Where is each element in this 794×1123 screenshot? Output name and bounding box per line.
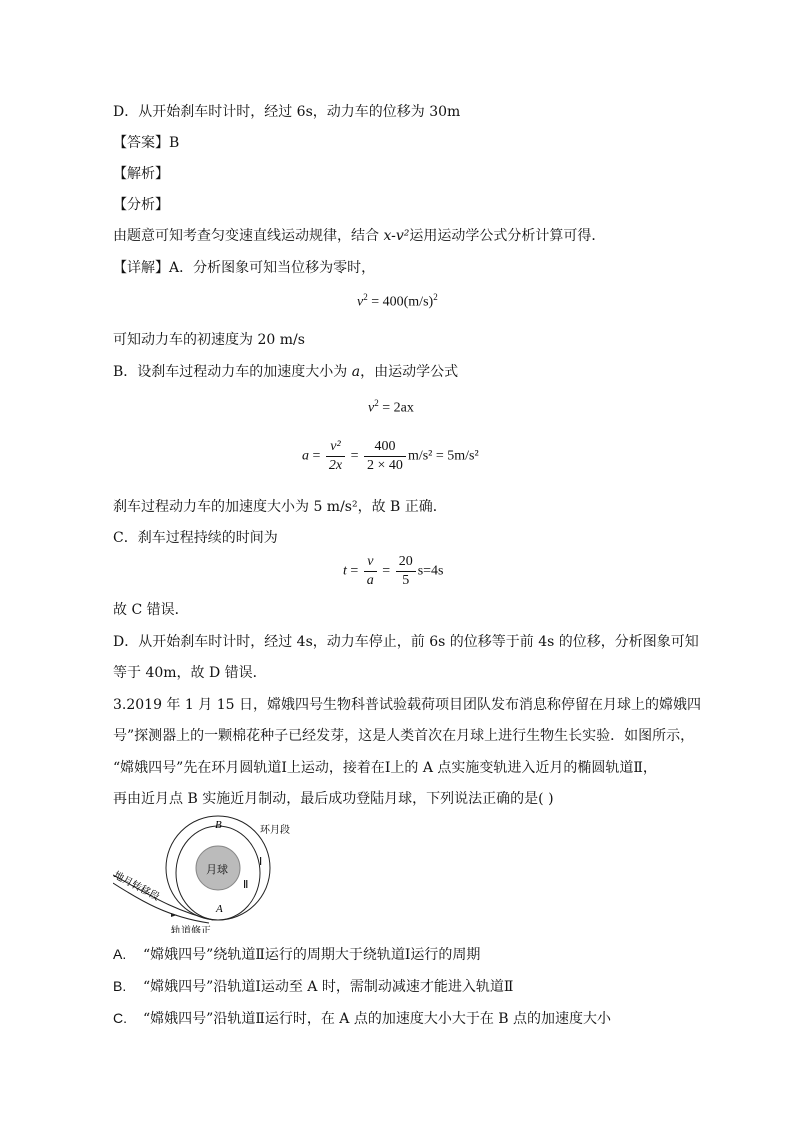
- arrow-icon: [171, 913, 177, 917]
- eq3-a: a: [302, 448, 309, 464]
- fenxi-tag: 【分析】: [113, 197, 169, 213]
- b-conclusion: 刹车过程动力车的加速度大小为 5 m/s²，故 B 正确．: [113, 499, 447, 515]
- a-conclusion: 可知动力车的初速度为 20 m/s: [113, 332, 305, 348]
- answer-line: [113, 133, 179, 153]
- eq4-frac-1: $\frac{v}{a}$: [364, 553, 377, 590]
- detail-tag: 【详解】: [113, 260, 169, 276]
- eq4-t: t: [343, 563, 347, 579]
- equation-4: t = $\frac{v}{a}$ = $\frac{20}{5}$ s=4s: [343, 554, 444, 588]
- question-3-line-2: 号”探测器上的一颗棉花种子已经发芽，这是人类首次在月球上进行生物生长实验．如图所示，: [113, 728, 695, 744]
- equation-3: a = $\frac{\text{v²}}{2x}$ = $\frac{400}{2 \times 40}$ m/s² = 5m/s²: [302, 439, 479, 473]
- choice-c-text: “嫦娥四号”沿轨道Ⅱ运行时，在 A 点的加速度大小大于在 B 点的加速度大小: [143, 1011, 612, 1027]
- orbit-diagram: [113, 813, 313, 933]
- eq3-frac-1: $\frac{\text{v²}}{2x}$: [326, 438, 345, 475]
- ring-segment-label: 环月段: [260, 825, 290, 836]
- eq1-lhs: v: [357, 294, 364, 310]
- equation-1: $v^2 = 400(m/s)^2$: [357, 292, 438, 310]
- point-a-label: A: [216, 903, 223, 915]
- equation-2: $v^2 = 2ax$: [368, 398, 414, 416]
- moon-label: 月球: [206, 863, 228, 876]
- question-3-line-3: “嫦娥四号”先在环月圆轨道Ⅰ上运动，接着在Ⅰ上的 A 点实施变轨进入近月的椭圆轨道Ⅱ，: [113, 760, 657, 776]
- b-intro-var: a: [351, 364, 361, 380]
- fenxi-text-1: 由题意可知考查匀变速直线运动规律，结合: [113, 228, 384, 244]
- choice-c-label: C.: [113, 1010, 127, 1026]
- answer-value: B: [169, 135, 180, 151]
- orbit-figure: [113, 813, 313, 937]
- transfer-label: 地月转移段: [113, 869, 161, 904]
- b-intro: [113, 362, 458, 382]
- orbit-2-label: Ⅱ: [243, 879, 249, 891]
- c-intro: C．刹车过程持续的时间为: [113, 530, 278, 546]
- choice-c: [113, 1008, 611, 1029]
- c-conclusion: 故 C 错误．: [113, 602, 189, 618]
- eq2-rhs: = 2ax: [382, 400, 414, 416]
- choice-a: [113, 944, 480, 965]
- analysis-tag: 【解析】: [113, 166, 169, 182]
- eq1-rhs: = 400: [367, 294, 404, 310]
- choice-b-text: “嫦娥四号”沿轨道Ⅰ运动至 A 时，需制动减速才能进入轨道Ⅱ: [143, 979, 514, 995]
- d-explain-1: D．从开始刹车时计时，经过 4s，动力车停止，前 6s 的位移等于前 4s 的位移，分析图象可知: [113, 634, 699, 650]
- eq3-frac-2: $\frac{400}{2 \times 40}$: [364, 438, 406, 475]
- correction-label: 轨道修正: [171, 926, 211, 933]
- choice-b: [113, 976, 513, 997]
- eq4-frac-2: $\frac{20}{5}$: [396, 553, 416, 590]
- eq4-rest: s=4s: [417, 563, 444, 579]
- answer-tag: 【答案】: [113, 135, 169, 151]
- orbit-1-label: Ⅰ: [259, 856, 263, 868]
- b-intro-1: B．设刹车过程动力车的加速度大小为: [113, 364, 352, 380]
- question-3-line-4: 再由近月点 B 实施近月制动，最后成功登陆月球，下列说法正确的是( ): [113, 791, 554, 807]
- eq1-unit: (m/s): [403, 294, 434, 310]
- b-intro-2: ，由运动学公式: [360, 364, 459, 380]
- point-b-label: B: [215, 819, 222, 831]
- choice-a-text: “嫦娥四号”绕轨道Ⅱ运行的周期大于绕轨道Ⅰ运行的周期: [143, 947, 481, 963]
- eq2-v: v: [368, 400, 375, 416]
- fenxi-text-2: 运用运动学公式分析计算可得．: [409, 228, 606, 244]
- eq3-rest: m/s² = 5m/s²: [407, 448, 479, 464]
- fenxi-variable: x-v²: [383, 228, 410, 244]
- fenxi-text: [113, 226, 605, 246]
- question-3-line-1: 3.2019 年 1 月 15 日，嫦娥四号生物科普试验载荷项目团队发布消息称停留在月球上的嫦娥四: [113, 697, 701, 713]
- detail-line: [113, 258, 375, 278]
- transfer-path-outer: [113, 883, 209, 923]
- detail-a-text: A．分析图象可知当位移为零时，: [169, 260, 376, 276]
- option-d-line: D．从开始刹车时计时，经过 6s，动力车的位移为 30m: [113, 104, 461, 120]
- d-explain-2: 等于 40m，故 D 错误．: [113, 665, 267, 681]
- choice-b-label: B.: [113, 978, 127, 994]
- choice-a-label: A.: [113, 946, 127, 962]
